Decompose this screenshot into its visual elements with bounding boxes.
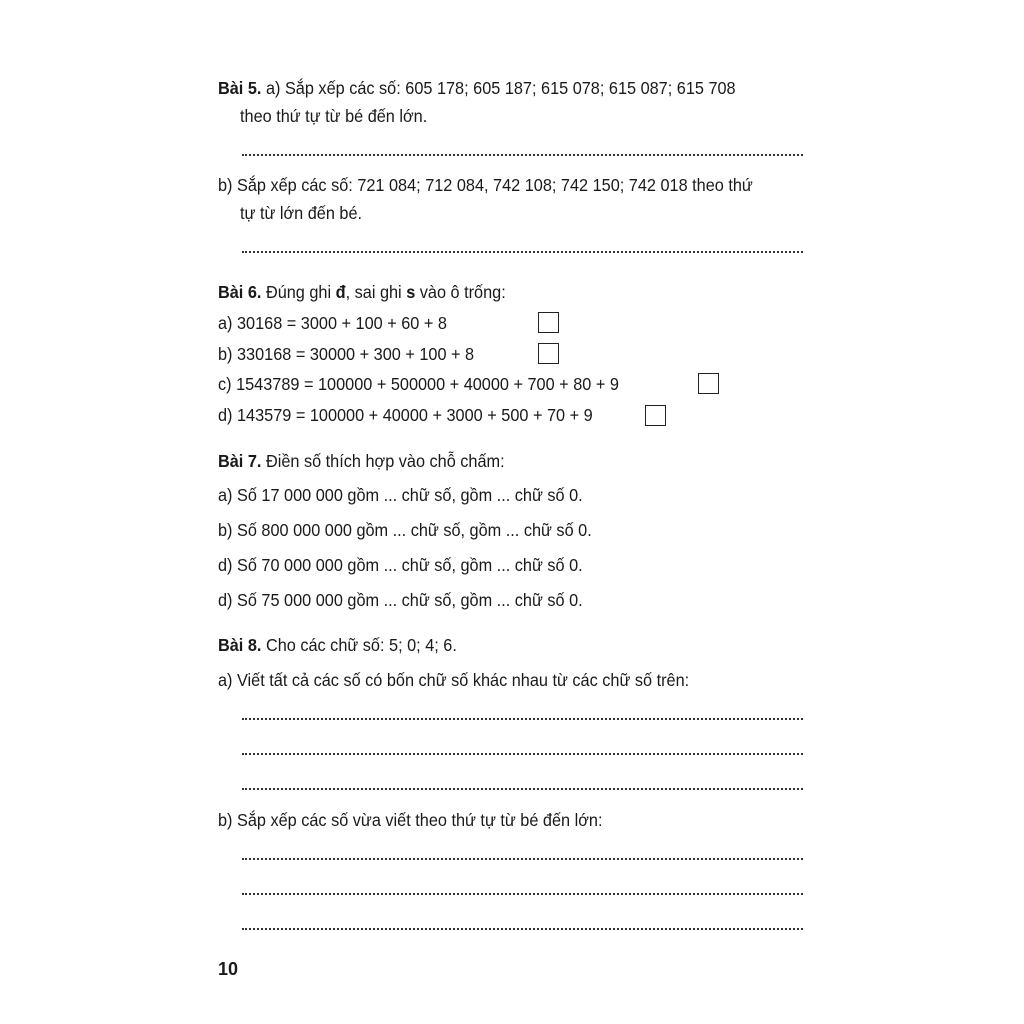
bai7-item-c: d) Số 70 000 000 gồm ... chữ số, gồm ... chữ số 0. xyxy=(218,555,583,575)
bai5-line-a2: theo thứ tự từ bé đến lớn. xyxy=(240,106,428,126)
bai6-item-b: b) 330168 = 30000 + 300 + 100 + 8 xyxy=(218,344,475,364)
bai6-intro-3: vào ô trống: xyxy=(415,282,506,302)
bai8-heading xyxy=(218,634,457,656)
answer-line-bai5-a xyxy=(242,154,803,156)
answer-line-bai8-b-3 xyxy=(242,928,803,930)
answer-line-bai5-b xyxy=(242,251,803,253)
bai5-label: Bài 5. xyxy=(218,78,262,98)
bai6-heading xyxy=(218,281,506,303)
bai7-label: Bài 7. xyxy=(218,451,262,471)
page-number: 10 xyxy=(218,959,239,979)
bai7-item-d: d) Số 75 000 000 gồm ... chữ số, gồm ... chữ số 0. xyxy=(218,590,583,610)
bai6-item-a: a) 30168 = 3000 + 100 + 60 + 8 xyxy=(218,313,447,333)
bai6-intro-1: Đúng ghi xyxy=(261,282,336,302)
bai6-mark-false: s xyxy=(406,282,416,302)
bai7-item-b: b) Số 800 000 000 gồm ... chữ số, gồm ... chữ số 0. xyxy=(218,520,592,540)
bai8-label: Bài 8. xyxy=(218,635,262,655)
bai6-answer-box-b[interactable] xyxy=(538,343,559,364)
bai6-label: Bài 6. xyxy=(218,282,262,302)
bai5-line-b2: tự từ lớn đến bé. xyxy=(240,203,363,223)
bai6-answer-box-c[interactable] xyxy=(698,373,719,394)
bai5-a-text: a) Sắp xếp các số: 605 178; 605 187; 615 078; 615 087; 615 708 xyxy=(261,78,736,98)
bai7-intro: Điền số thích hợp vào chỗ chấm: xyxy=(261,451,505,471)
answer-line-bai8-a-1 xyxy=(242,718,803,720)
answer-line-bai8-b-1 xyxy=(242,858,803,860)
bai6-answer-box-d[interactable] xyxy=(645,405,666,426)
bai6-intro-2: , sai ghi xyxy=(345,282,407,302)
bai8-item-a: a) Viết tất cả các số có bốn chữ số khác nhau từ các chữ số trên: xyxy=(218,670,690,690)
bai6-answer-box-a[interactable] xyxy=(538,312,559,333)
bai6-item-c: c) 1543789 = 100000 + 500000 + 40000 + 700 + 80 + 9 xyxy=(218,374,619,394)
bai7-item-a: a) Số 17 000 000 gồm ... chữ số, gồm ... chữ số 0. xyxy=(218,485,583,505)
bai8-item-b: b) Sắp xếp các số vừa viết theo thứ tự từ bé đến lớn: xyxy=(218,810,603,830)
bai7-heading xyxy=(218,450,505,472)
bai8-intro: Cho các chữ số: 5; 0; 4; 6. xyxy=(261,635,457,655)
bai6-item-d: d) 143579 = 100000 + 40000 + 3000 + 500 + 70 + 9 xyxy=(218,405,593,425)
bai6-mark-true: đ xyxy=(335,282,346,302)
answer-line-bai8-a-3 xyxy=(242,788,803,790)
answer-line-bai8-b-2 xyxy=(242,893,803,895)
bai5-line-a1 xyxy=(218,77,736,99)
bai5-line-b1: b) Sắp xếp các số: 721 084; 712 084, 742 108; 742 150; 742 018 theo thứ xyxy=(218,175,753,195)
answer-line-bai8-a-2 xyxy=(242,753,803,755)
